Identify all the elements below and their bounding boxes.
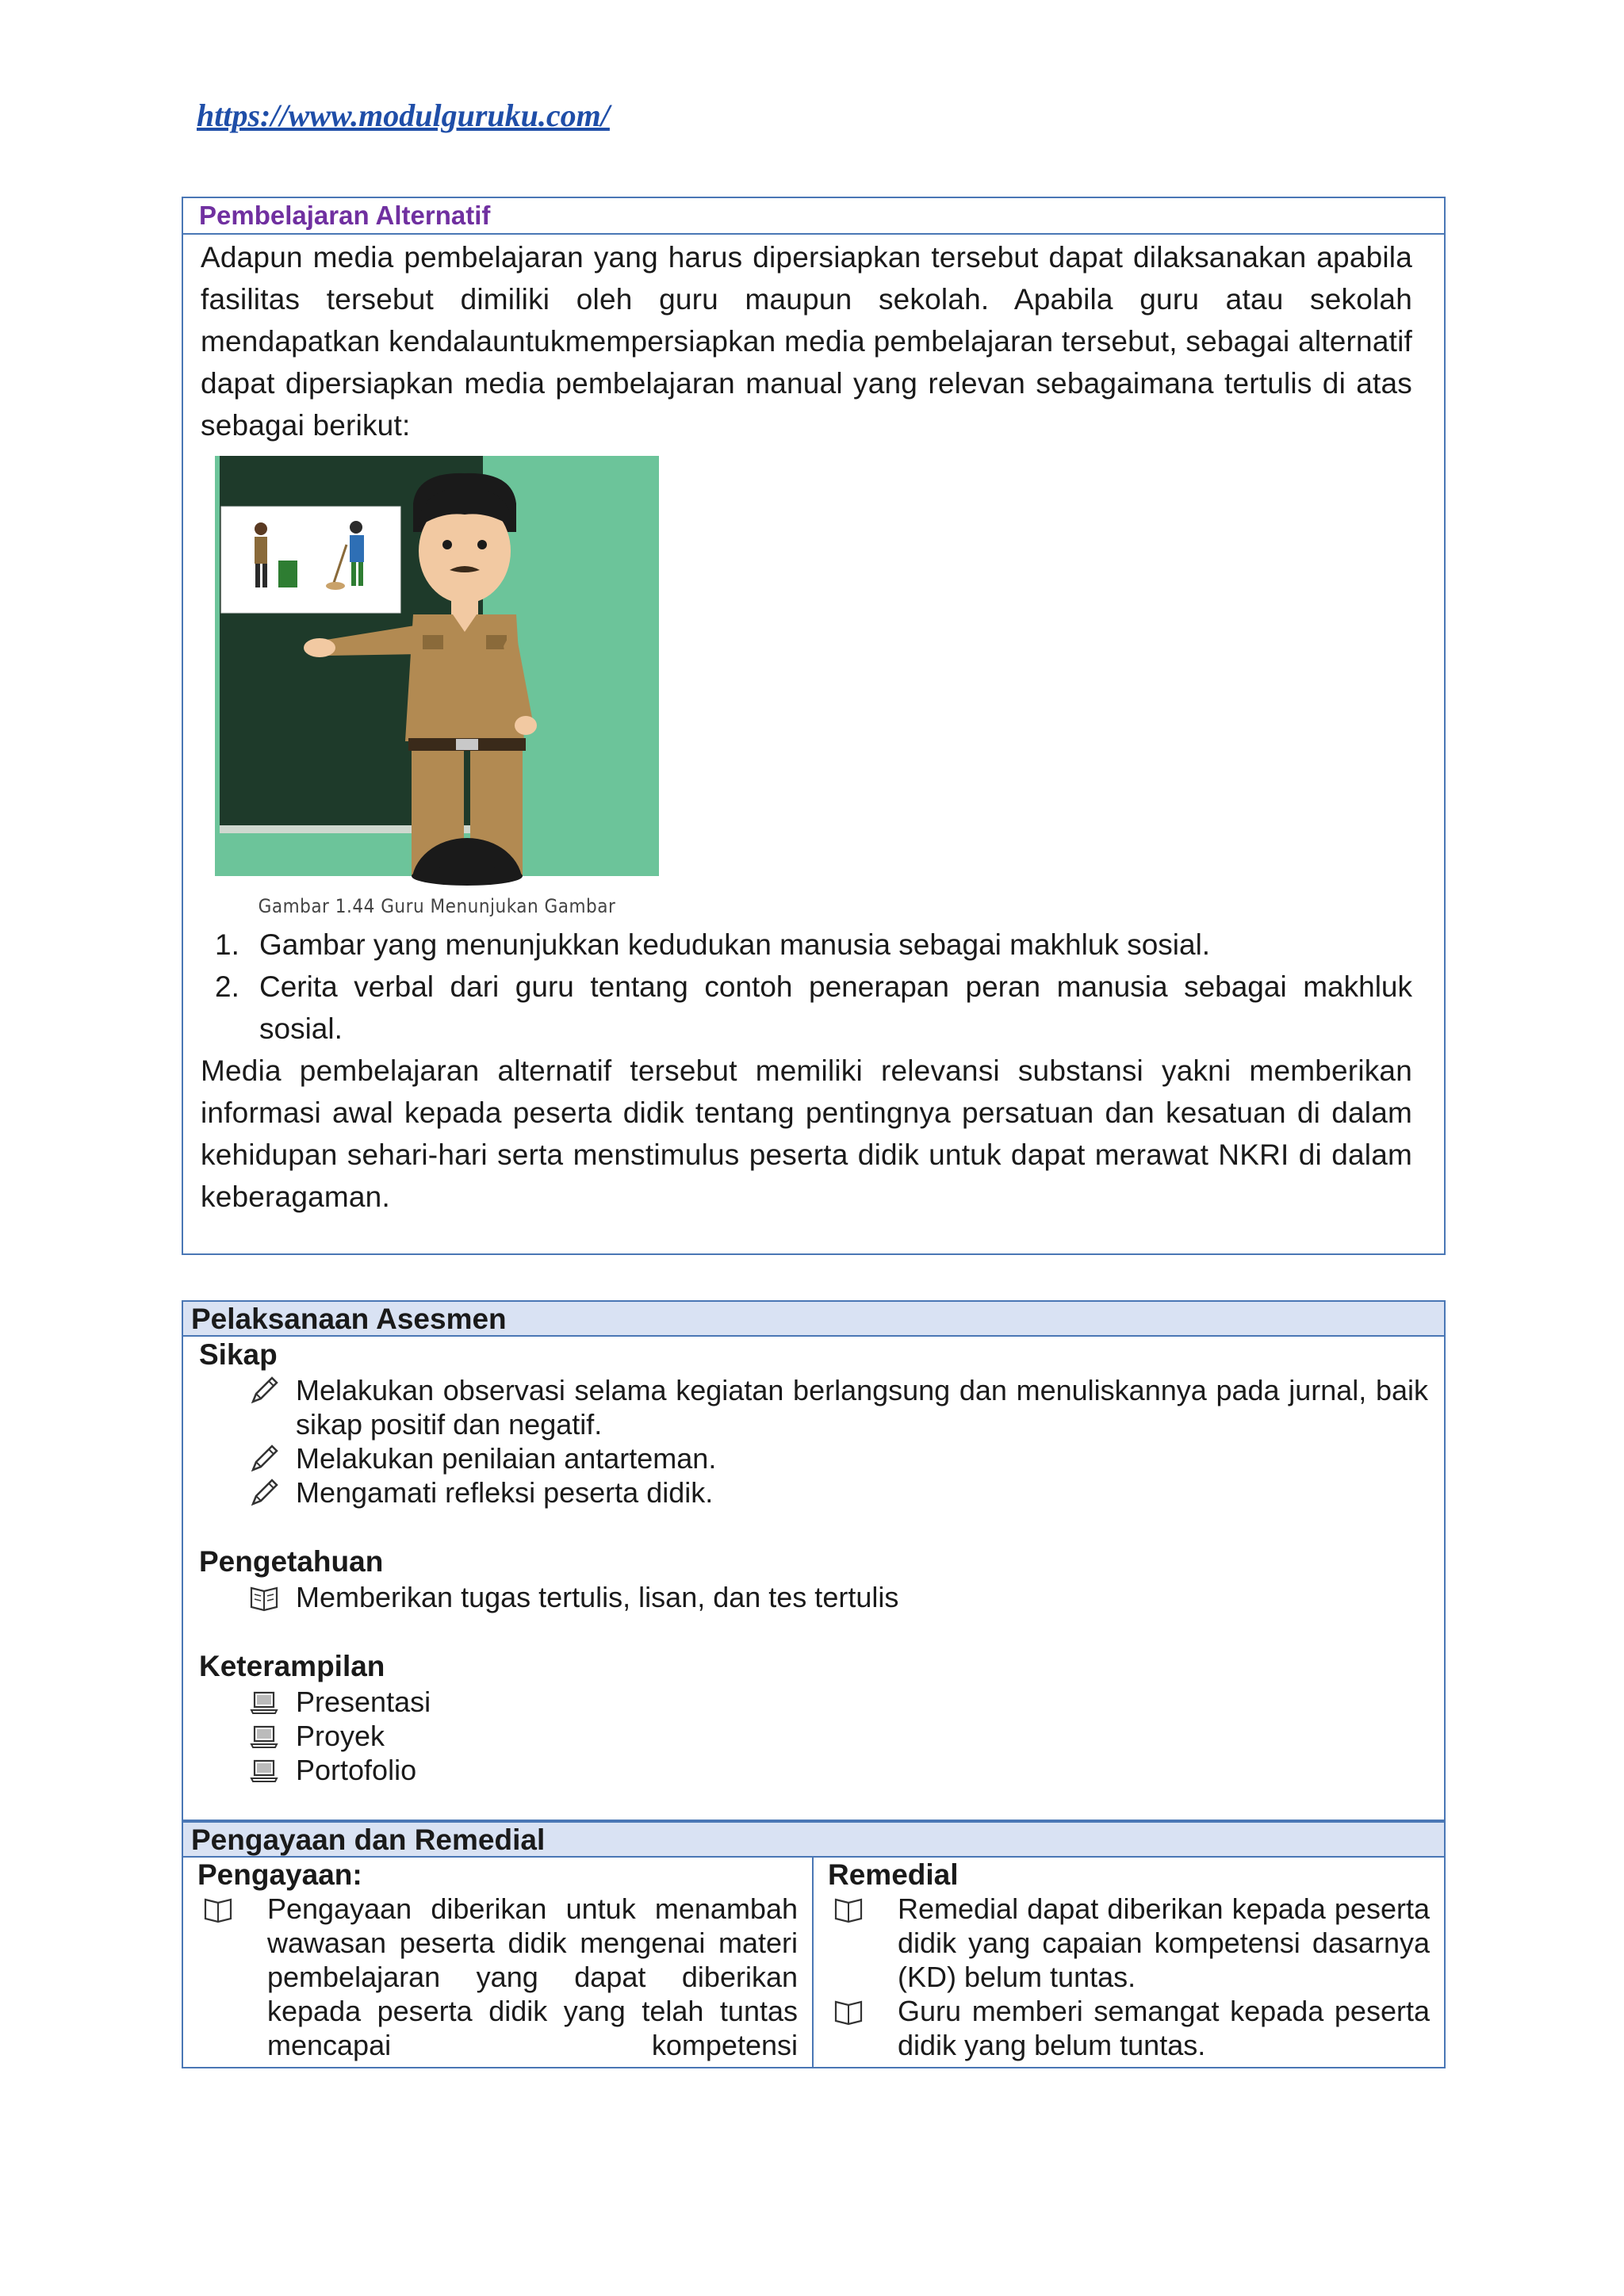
list-item <box>183 1719 1444 1753</box>
list-item <box>828 1892 1430 1994</box>
list-text: Pengayaan diberikan untuk menambah wawasan peserta didik mengenai materi pembelajaran yang dapat diberikan kepada peserta didik yang telah tuntas mencapai kompetensi <box>267 1892 798 2061</box>
pencil-icon <box>248 1477 280 1509</box>
media-list <box>183 924 1444 1050</box>
sikap-heading: Sikap <box>199 1338 278 1371</box>
asesmen-section <box>182 1300 1446 1821</box>
list-item <box>183 1475 1444 1510</box>
open-book-icon <box>833 1895 864 1923</box>
keterampilan-list <box>183 1685 1444 1787</box>
list-number: 1. <box>215 928 239 961</box>
alternatif-closing: Media pembelajaran alternatif tersebut memiliki relevansi substansi yakni memberikan informasi awal kepada peserta didik tentang pentingnya persatuan dan kesatuan di dalam kehidupan sehari-hari serta menstimulus peserta didik untuk dapat merawat NKRI di dalam keberagaman. <box>201 1054 1412 1213</box>
list-text: Gambar yang menunjukkan kedudukan manusia sebagai makhluk sosial. <box>259 928 1211 961</box>
open-book-icon <box>202 1895 234 1923</box>
teacher-pointing-image <box>215 456 659 892</box>
pengayaan-list <box>197 1892 798 2062</box>
list-item <box>183 1580 1444 1614</box>
remedial-section <box>182 1821 1446 2068</box>
list-item <box>183 924 1412 966</box>
laptop-icon <box>248 1686 280 1718</box>
pengayaan-column <box>183 1858 814 2068</box>
laptop-icon <box>248 1755 280 1786</box>
keterampilan-heading: Keterampilan <box>199 1650 385 1682</box>
list-item <box>183 1685 1444 1719</box>
remedial-title: Pengayaan dan Remedial <box>183 1823 1444 1858</box>
pencil-icon <box>248 1443 280 1475</box>
sikap-list <box>183 1373 1444 1510</box>
pengetahuan-heading: Pengetahuan <box>199 1545 384 1578</box>
list-text: Proyek <box>296 1720 385 1752</box>
pencil-icon <box>248 1375 280 1406</box>
list-item <box>183 966 1412 1050</box>
remedial-columns <box>183 1858 1444 2068</box>
list-item <box>828 1994 1430 2062</box>
list-text: Mengamati refleksi peserta didik. <box>296 1476 714 1509</box>
list-text: Melakukan observasi selama kegiatan berlangsung dan menuliskannya pada jurnal, baik sikap positif dan negatif. <box>296 1374 1428 1441</box>
pengetahuan-list <box>183 1580 1444 1614</box>
image-caption: Gambar 1.44 Guru Menunjukan Gambar <box>258 895 616 917</box>
pengayaan-heading: Pengayaan: <box>197 1858 362 1891</box>
alternatif-title: Pembelajaran Alternatif <box>183 198 1444 235</box>
list-item <box>183 1753 1444 1787</box>
list-item <box>197 1892 798 2062</box>
list-text: Guru memberi semangat kepada peserta didik yang belum tuntas. <box>898 1995 1430 2061</box>
list-text: Melakukan penilaian antarteman. <box>296 1442 717 1475</box>
list-text: Presentasi <box>296 1686 431 1718</box>
list-text: Portofolio <box>296 1754 417 1786</box>
asesmen-title: Pelaksanaan Asesmen <box>183 1302 1444 1337</box>
remedial-column <box>814 1858 1444 2068</box>
list-number: 2. <box>215 970 239 1003</box>
remedial-heading: Remedial <box>828 1858 959 1891</box>
list-item <box>183 1373 1444 1441</box>
alternatif-section <box>182 197 1446 1255</box>
remedial-list <box>828 1892 1430 2062</box>
site-url-link[interactable]: https://www.modulguruku.com/ <box>197 98 610 133</box>
open-book-icon <box>248 1582 280 1613</box>
list-text: Memberikan tugas tertulis, lisan, dan tes tertulis <box>296 1581 899 1613</box>
list-item <box>183 1441 1444 1475</box>
list-text: Cerita verbal dari guru tentang contoh penerapan peran manusia sebagai makhluk sosial. <box>259 970 1412 1045</box>
teacher-illustration <box>215 456 659 924</box>
laptop-icon <box>248 1720 280 1752</box>
alternatif-intro: Adapun media pembelajaran yang harus dipersiapkan tersebut dapat dilaksanakan apabila fasilitas tersebut dimiliki oleh guru maupun sekolah. Apabila guru atau sekolah mendapatkan kendalauntukmempersiapkan media pembelajaran tersebut, sebagai alternatif dapat dipersiapkan media pembelajaran manual yang relevan sebagaimana tertulis di atas sebagai berikut: <box>201 241 1412 442</box>
list-text: Remedial dapat diberikan kepada peserta didik yang capaian kompetensi dasarnya (KD) belum tuntas. <box>898 1892 1430 1993</box>
open-book-icon <box>833 1997 864 2026</box>
